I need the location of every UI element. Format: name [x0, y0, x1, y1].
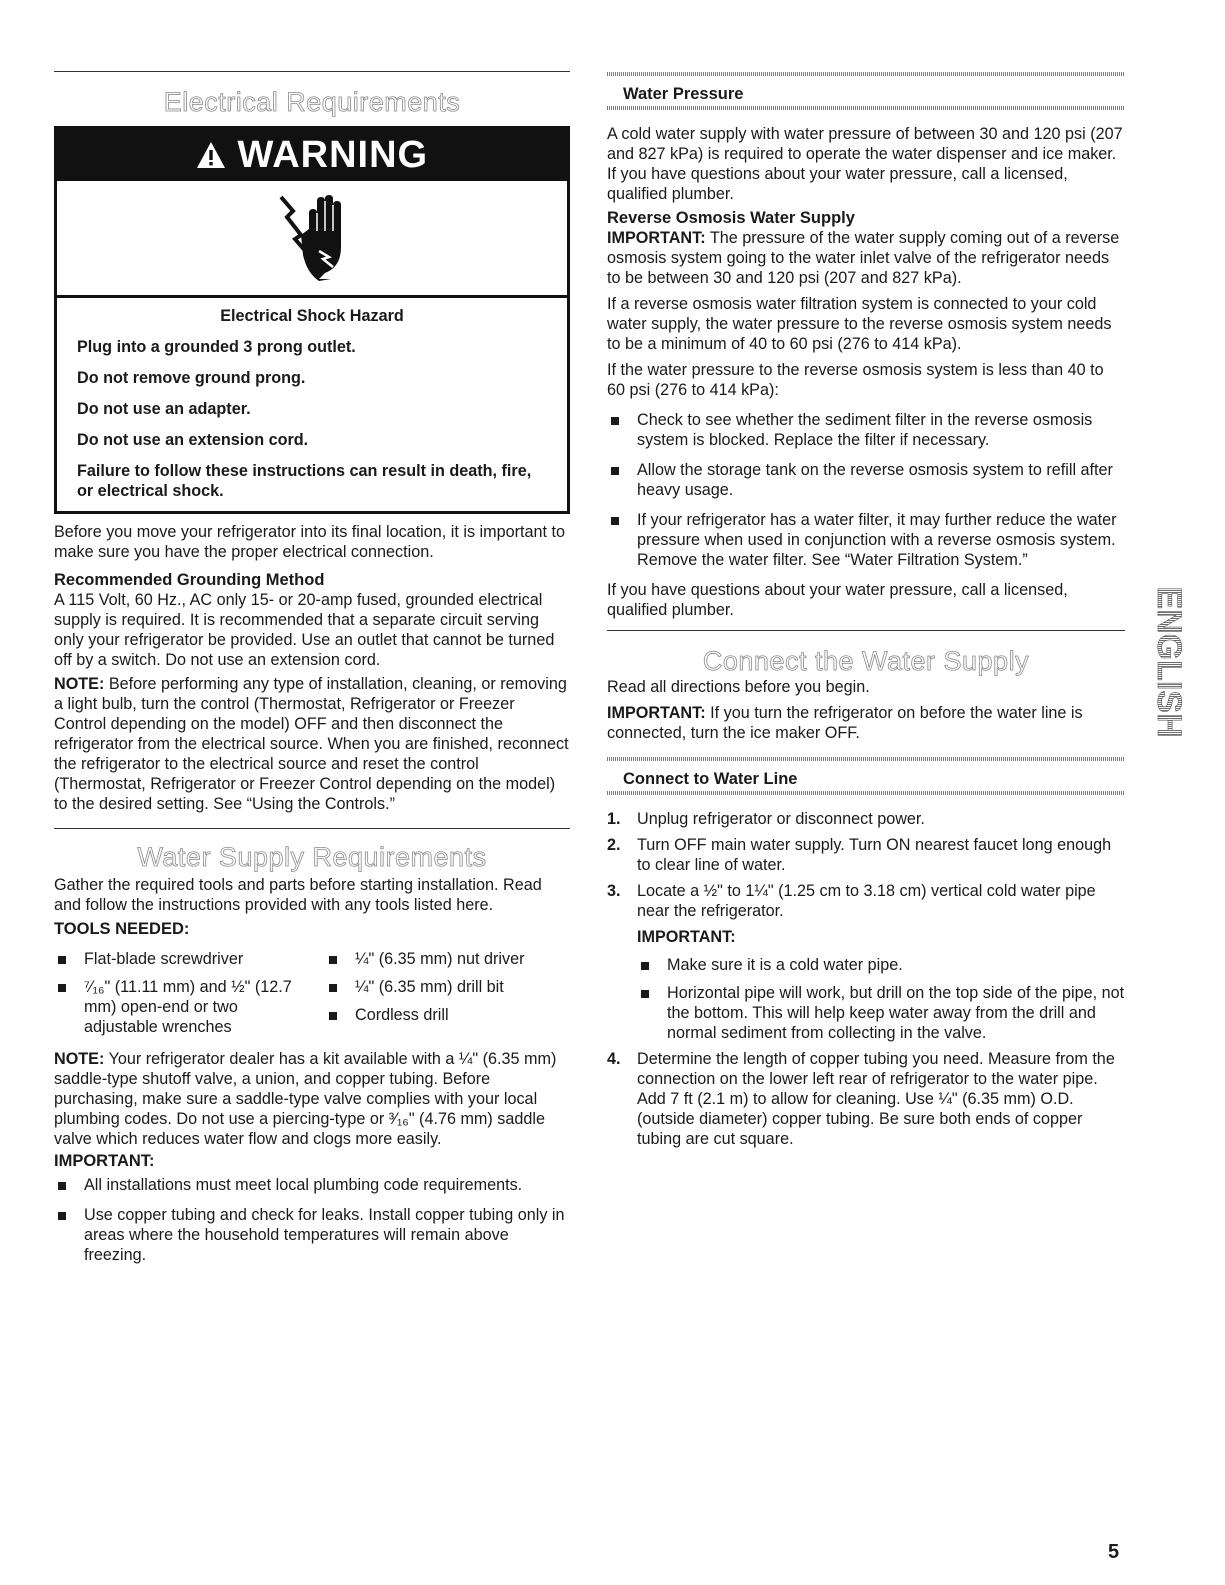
warning-line: Do not use an extension cord. [77, 431, 309, 449]
electrical-intro: Before you move your refrigerator into its final location, it is important to make sure you have the proper electrical connection. [54, 523, 566, 561]
important-item: All installations must meet local plumbing code requirements. [54, 1175, 570, 1195]
step-text: Turn OFF main water supply. Turn ON nearest faucet long enough to clear line of water. [637, 836, 1112, 874]
grounding-text: A 115 Volt, 60 Hz., AC only 15- or 20-amp fused, grounded electrical supply is required. It is recommended that a separate circuit serving only your refrigerator be provided. Use an outlet that cannot be turned off by a switch. Do not use an extension cord. [54, 591, 555, 669]
water-pressure-heading: Water Pressure [623, 85, 744, 103]
ro-list [607, 410, 1125, 570]
step-number: 4. [607, 1050, 621, 1068]
note-text: Before performing any type of installation, cleaning, or removing a light bulb, turn the control (Thermostat, Refrigerator or Freezer Control depending on the model) OFF and then disconnect the refrigerator from the electrical source. When you are finished, reconnect the refrigerator to the electrical source and reset the control (Thermostat, Refrigerator or Freezer Control depending on the model) to the desired setting. See “Using the Controls.” [54, 675, 569, 813]
important-item: Use copper tubing and check for leaks. Install copper tubing only in areas where the household temperatures will remain above freezing. [54, 1205, 570, 1265]
warning-line: Do not use an adapter. [77, 400, 251, 418]
note-label: NOTE: [54, 1050, 105, 1068]
ro-item: Allow the storage tank on the reverse osmosis system to refill after heavy usage. [607, 460, 1125, 500]
ro-item: If your refrigerator has a water filter, it may further reduce the water pressure when used in conjunction with a reverse osmosis system. Remove the water filter. See “Water Filtration System.” [607, 510, 1125, 570]
step-item [607, 835, 1125, 875]
tools-column [299, 949, 570, 1037]
hatched-divider [607, 72, 1125, 76]
warning-icon-area [57, 181, 567, 298]
warning-header [57, 129, 567, 181]
step-number: 2. [607, 836, 621, 854]
step-text: Determine the length of copper tubing you need. Measure from the connection on the lower left rear of refrigerator to the water pipe. Add 7 ft (2.1 m) to allow for cleaning. Use ¼" (6.35 mm) O.D. (outside diameter) copper tubing. Be sure both ends of copper tubing are cut square. [637, 1050, 1115, 1148]
important-label: IMPORTANT: [607, 704, 706, 722]
note-paragraph [54, 1049, 570, 1149]
important-text: If you turn the refrigerator on before the water line is connected, turn the ice maker OFF. [607, 704, 1083, 742]
left-column [54, 0, 570, 1265]
warning-label: WARNING [237, 134, 429, 176]
tool-item: ¼" (6.35 mm) nut driver [325, 949, 570, 969]
important-list [54, 1175, 570, 1265]
step-item [607, 881, 1125, 1043]
warning-failure-text: Failure to follow these instructions can result in death, fire, or electrical shock. [77, 462, 532, 500]
electrical-requirements-title: Electrical Requirements [163, 87, 461, 117]
section-rule [607, 630, 1125, 631]
step-important-item: Horizontal pipe will work, but drill on the top side of the pipe, not the bottom. This will help keep water away from the drill and normal sediment from collecting in the valve. [637, 983, 1125, 1043]
important-heading: IMPORTANT: [54, 1152, 155, 1170]
hatched-divider [607, 106, 1125, 110]
right-column [607, 0, 1125, 1149]
tool-item: ¼" (6.35 mm) drill bit [325, 977, 570, 997]
tool-item: Flat-blade screwdriver [54, 949, 299, 969]
step-text: Locate a ½" to 1¼" (1.25 cm to 3.18 cm) vertical cold water pipe near the refrigerator. [637, 882, 1096, 920]
water-pressure-text: A cold water supply with water pressure of between 30 and 120 psi (207 and 827 kPa) is required to operate the water dispenser and ice maker. If you have questions about your water pressure, call a licensed, qualified plumber. [607, 125, 1123, 203]
warning-text [57, 298, 567, 511]
ro-important-paragraph [607, 228, 1125, 288]
section-rule [54, 71, 570, 72]
step-item [607, 1049, 1125, 1149]
tool-item: ⁷⁄₁₆" (11.11 mm) and ½" (12.7 mm) open-end or two adjustable wrenches [54, 977, 299, 1037]
hatched-divider [607, 791, 1125, 795]
connect-important-paragraph [607, 703, 1125, 743]
important-text: The pressure of the water supply coming out of a reverse osmosis system going to the water inlet valve of the refrigerator needs to be between 30 and 120 psi (207 and 827 kPa). [607, 229, 1120, 287]
step-important-list [637, 955, 1125, 1043]
connect-water-line-heading: Connect to Water Line [623, 770, 798, 788]
ro-questions-text: If you have questions about your water pressure, call a licensed, qualified plumber. [607, 581, 1068, 619]
warning-line: Do not remove ground prong. [77, 369, 306, 387]
step-item [607, 809, 1125, 829]
ro-paragraph: If a reverse osmosis water filtration system is connected to your cold water supply, the water pressure to the reverse osmosis system needs to be a minimum of 40 to 60 psi (276 to 414 kPa). [607, 295, 1112, 353]
warning-hazard-title: Electrical Shock Hazard [220, 307, 404, 325]
hatched-divider [607, 757, 1125, 761]
warning-triangle-icon [196, 134, 238, 176]
page-number: 5 [1108, 1541, 1120, 1563]
ro-item: Check to see whether the sediment filter in the reverse osmosis system is blocked. Replace the filter if necessary. [607, 410, 1125, 450]
note-paragraph [54, 674, 570, 814]
step-important-heading: IMPORTANT: [637, 928, 736, 946]
tool-item: Cordless drill [325, 1005, 570, 1025]
read-all-text: Read all directions before you begin. [607, 678, 870, 696]
note-text: Your refrigerator dealer has a kit available with a ¼" (6.35 mm) saddle-type shutoff valve, a union, and copper tubing. Before purchasing, make sure a saddle-type valve complies with your local plumbing codes. Do not use a piercing-type or ³⁄₁₆" (4.76 mm) saddle valve which reduces water flow and clogs more easily. [54, 1050, 557, 1148]
tools-list [54, 949, 570, 1037]
water-supply-requirements-title: Water Supply Requirements [137, 842, 487, 872]
ro-paragraph: If the water pressure to the reverse osmosis system is less than 40 to 60 psi (276 to 414 kPa): [607, 361, 1104, 399]
step-important-item: Make sure it is a cold water pipe. [637, 955, 1125, 975]
reverse-osmosis-heading: Reverse Osmosis Water Supply [607, 209, 855, 227]
important-label: IMPORTANT: [607, 229, 706, 247]
warning-line: Plug into a grounded 3 prong outlet. [77, 338, 356, 356]
language-side-tab [1150, 565, 1188, 759]
step-number: 3. [607, 882, 621, 900]
side-tab-label: ENGLISH [1150, 586, 1188, 738]
tools-needed-heading: TOOLS NEEDED: [54, 920, 190, 938]
step-number: 1. [607, 810, 621, 828]
tools-column [54, 949, 299, 1037]
shock-hazard-hand-icon [279, 191, 345, 286]
gather-text: Gather the required tools and parts before starting installation. Read and follow the instructions provided with any tools listed here. [54, 876, 542, 914]
steps-list [607, 809, 1125, 1149]
connect-water-supply-title: Connect the Water Supply [702, 646, 1030, 676]
grounding-heading: Recommended Grounding Method [54, 571, 325, 589]
warning-box [54, 126, 570, 514]
note-label: NOTE: [54, 675, 105, 693]
step-text: Unplug refrigerator or disconnect power. [637, 810, 925, 828]
section-rule [54, 828, 570, 829]
